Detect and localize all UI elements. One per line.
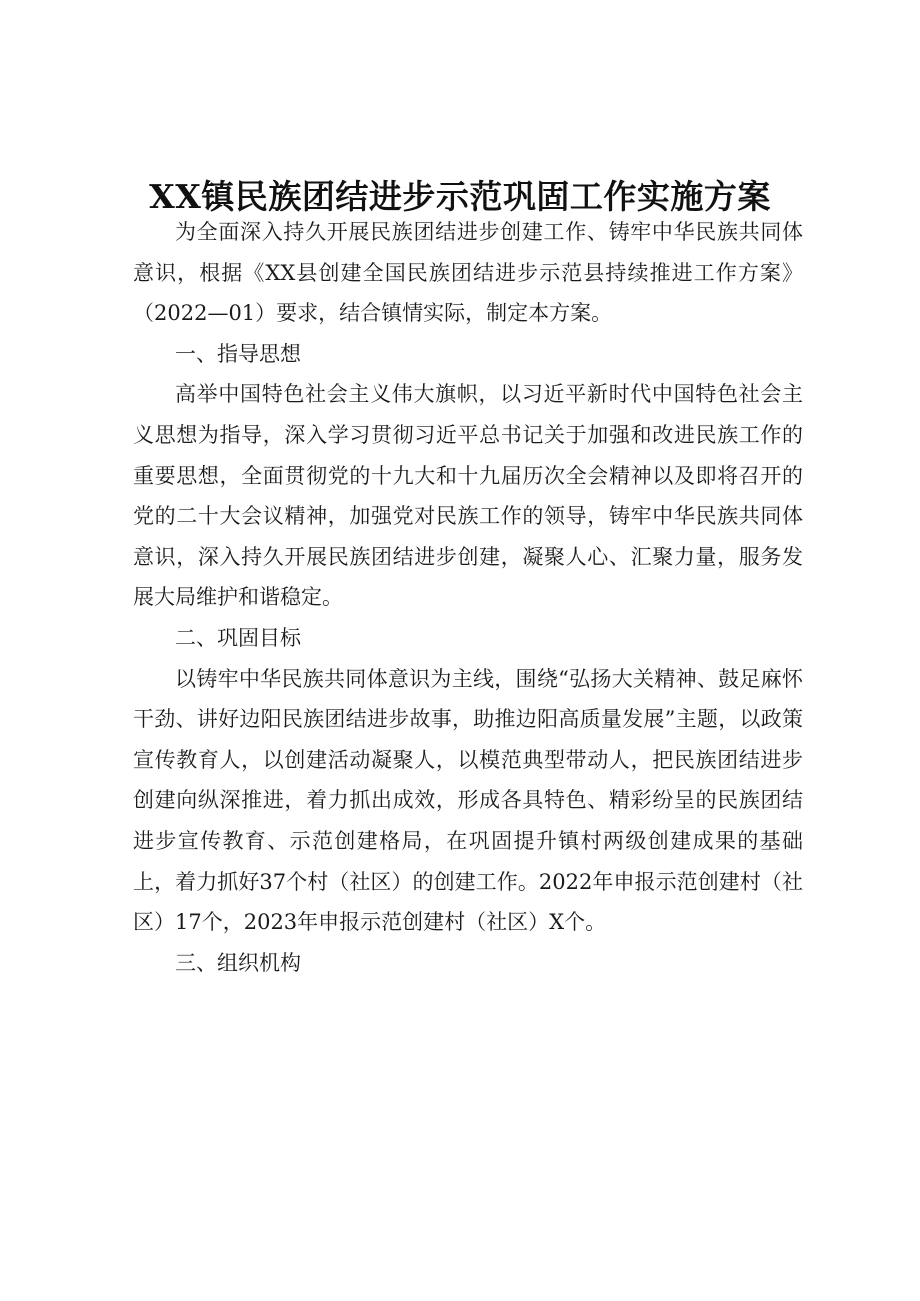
intro-paragraph: 为全面深入持久开展民族团结进步创建工作、铸牢中华民族共同体意识，根据《XX县创建全国民族团结进步示范县持续推进工作方案》（2022—01）要求，结合镇情实际，制定本方案。: [133, 220, 803, 326]
section-heading-consolidation-goals: 二、巩固目标: [175, 625, 301, 650]
section-heading-organization: 三、组织机构: [175, 950, 301, 975]
section-heading-guiding-ideology: 一、指导思想: [175, 341, 301, 366]
document-title: XX镇民族团结进步示范巩固工作实施方案: [149, 177, 771, 216]
section-paragraph-guiding-ideology: 高举中国特色社会主义伟大旗帜，以习近平新时代中国特色社会主义思想为指导，深入学习贯彻习近平总书记关于加强和改进民族工作的重要思想，全面贯彻党的十九大和十九届历次全会精神以及即将召开的党的二十大会议精神，加强党对民族工作的领导，铸牢中华民族共同体意识，深入持久开展民族团结进步创建，凝聚人心、汇聚力量，服务发展大局维护和谐稳定。: [133, 382, 803, 610]
document-body: [133, 212, 803, 983]
section-paragraph-consolidation-goals: 以铸牢中华民族共同体意识为主线，围绕“弘扬大关精神、鼓足麻怀干劲、讲好边阳民族团结进步故事，助推边阳高质量发展”主题，以政策宣传教育人，以创建活动凝聚人，以模范典型带动人，把民族团结进步创建向纵深推进，着力抓出成效，形成各具特色、精彩纷呈的民族团结进步宣传教育、示范创建格局，在巩固提升镇村两级创建成果的基础上，着力抓好37个村（社区）的创建工作。2022年申报示范创建村（社区）17个，2023年申报示范创建村（社区）X个。: [133, 666, 803, 935]
